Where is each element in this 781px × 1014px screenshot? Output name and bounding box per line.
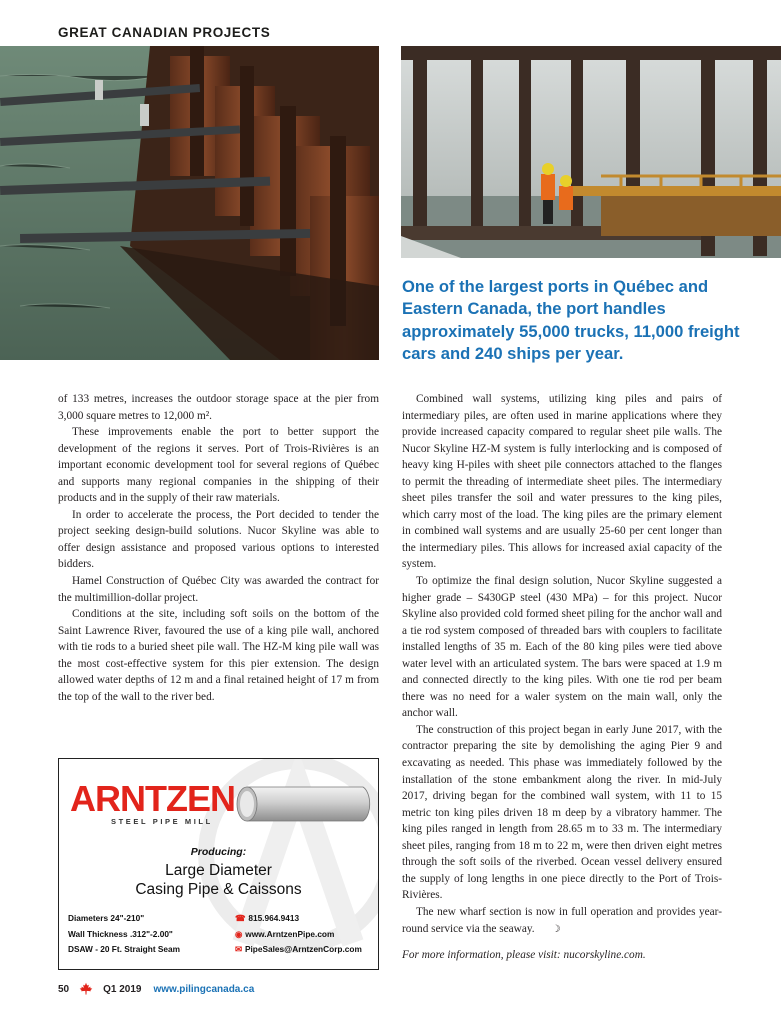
section-title: GREAT CANADIAN PROJECTS xyxy=(58,25,271,40)
ad-website-url: www.ArntzenPipe.com xyxy=(245,928,335,939)
ad-headline-line: Large Diameter xyxy=(165,862,272,879)
paragraph: Hamel Construction of Québec City was awarded the contract for the multimillion-dollar project. xyxy=(58,575,379,604)
left-column xyxy=(58,391,379,705)
paragraph: To optimize the final design solution, Nucor Skyline suggested a higher grade – S430GP steel (430 MPa) – for this project. Nucor Skyline also provided cold formed sheet piling for the anchor wall and a tie rod system composed of threaded bars with couplers to facilitate installed lengths of 35 m. Each of the 80 king piles were tied above water level with an articulated system. The bars were spaced at 1.9 m and connected directly to the king piles. With one tie rod per beam there was no need for a waler system on the main wall, only the anchor wall. xyxy=(402,575,722,720)
ad-spec-line: Diameters 24"-210" xyxy=(68,913,145,923)
page-footer xyxy=(58,982,254,996)
paragraph: of 133 metres, increases the outdoor storage space at the pier from 3,000 square metres to 12,000 m². xyxy=(58,393,379,422)
maple-leaf-icon xyxy=(79,982,93,996)
ad-headline-line: Casing Pipe & Caissons xyxy=(135,881,302,898)
ad-spec-line: Wall Thickness .312"-2.00" xyxy=(68,928,173,939)
email-icon: ✉ xyxy=(235,944,242,954)
right-column xyxy=(402,391,722,964)
ad-email[interactable] xyxy=(235,942,362,958)
ad-headline xyxy=(59,861,378,899)
paragraph: Combined wall systems, utilizing king piles and pairs of intermediary piles, are often used in marine applications where they provide increased capacity compared to regular sheet pile walls. The Nucor Skyline HZ-M system is fully interlocking and is composed of heavy king H-piles with sheet pile connectors attached to the flanges to permit the threading of intermediate sheet piles. The intermediary sheet piles transfer the soil and water pressures to the king piles, which carry most of the load. The king piles are the primary element in combined wall systems and are usually 25-60 per cent longer than the intermediary piles. This allows for increased axial capacity of the system. xyxy=(402,393,722,571)
issue-label: Q1 2019 xyxy=(103,983,142,995)
ad-producing-label: Producing: xyxy=(190,846,247,858)
construction-workers-photo xyxy=(401,46,781,258)
arntzen-advertisement[interactable] xyxy=(58,758,379,970)
arntzen-logo: ARNTZEN xyxy=(70,778,235,819)
more-info-link[interactable]: For more information, please visit: nucorskyline.com. xyxy=(402,949,646,962)
paragraph: Conditions at the site, including soft soils on the bottom of the Saint Lawrence River, favoured the use of a king pile wall, anchored with tie rods to a buried sheet pile wall. The HZ-M king pile wall was the most cost-effective system for this pier extension. The design allowed water depths of 12 m and a final retained height of 17 m from the top of the wall to the river bed. xyxy=(58,608,379,703)
ad-phone[interactable] xyxy=(235,911,362,927)
paragraph: These improvements enable the port to better support the development of the regions it serves. Port of Trois-Rivières is an important economic development tool for several regions of Québec and supports many regional companies in the shipping of their products and in the supply of their raw materials. xyxy=(58,426,379,505)
pipe-icon xyxy=(235,781,375,827)
ad-email-address: PipeSales@ArntzenCorp.com xyxy=(244,944,362,954)
photo-caption: One of the largest ports in Québec and Eastern Canada, the port handles approximately 55,000 trucks, 11,000 freight cars and 240 ships per year. xyxy=(402,277,740,364)
phone-icon: ☎ xyxy=(235,913,246,923)
ad-website[interactable] xyxy=(235,927,362,943)
paragraph: In order to accelerate the process, the Port decided to tender the project seeking design-build solutions. Nucor Skyline was able to offer design assistance and proposed various options to interested bidders. xyxy=(58,508,379,571)
arntzen-logo-subtitle: STEEL PIPE MILL xyxy=(111,817,213,826)
end-mark-icon: ☽ xyxy=(551,923,561,935)
paragraph: The construction of this project began in early June 2017, with the contractor preparing the site by demolishing the aging Pier 9 and excavating as needed. This phase was immediately followed by the installation of the stone embankment along the river. In mid-July 2017, driving began for the combined wall system, with 11 to 15 metric ton king piles driven 18 m deep by a vibratory hammer. The king piles ranged in length from 28.65 m to 33 m. The intermediary sheet piles, ranging from 18 m to 22 m, were then driven eight metres through the soft soils of the riverbed. Ocean vessel delivery ensured the supply of long lengths in one piece directly to the Port of Trois-Rivières. xyxy=(402,723,722,902)
footer-website-link[interactable]: www.pilingcanada.ca xyxy=(153,983,255,995)
paragraph xyxy=(402,904,722,938)
ad-contacts xyxy=(235,911,362,958)
paragraph-text: The new wharf section is now in full operation and provides year-round service via the seaway. xyxy=(402,905,722,935)
ad-phone-number: 815.964.9413 xyxy=(248,913,300,923)
sheet-pile-photo xyxy=(0,46,379,360)
globe-icon: ◉ xyxy=(235,928,243,939)
ad-specs xyxy=(68,911,180,958)
page-number: 50 xyxy=(58,983,70,995)
ad-spec-line: DSAW - 20 Ft. Straight Seam xyxy=(68,944,181,954)
